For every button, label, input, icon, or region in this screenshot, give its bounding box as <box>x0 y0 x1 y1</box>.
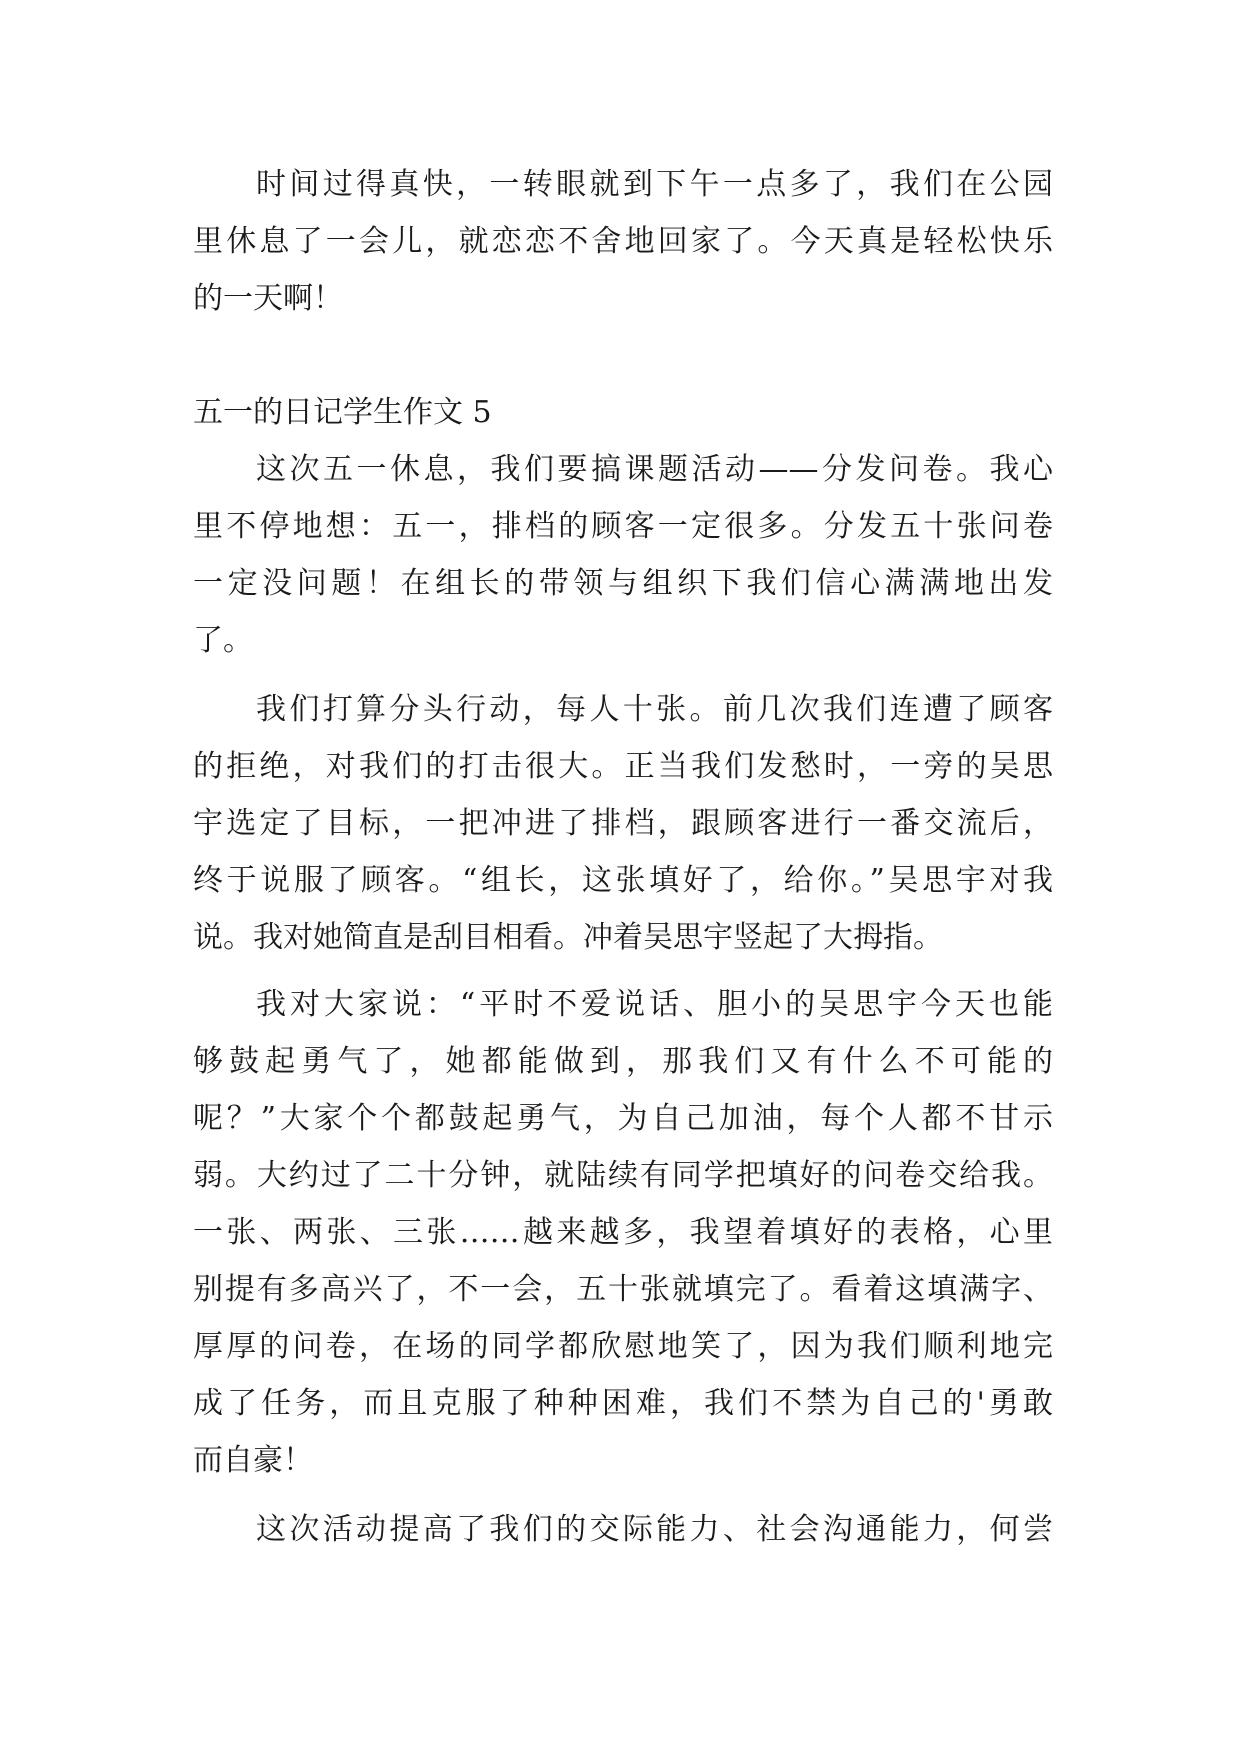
paragraph-3-line: 我们打算分头行动，每人十张。前几次我们连遭了顾客 <box>256 692 1053 727</box>
paragraph-2-line: 一定没问题！在组长的带领与组织下我们信心满满地出发 <box>193 566 1053 601</box>
paragraph-1-line: 里休息了一会儿，就恋恋不舍地回家了。今天真是轻松快乐 <box>193 224 1053 259</box>
paragraph-2-line: 这次五一休息，我们要搞课题活动——分发问卷。我心 <box>256 452 1053 487</box>
paragraph-4-line: 弱。大约过了二十分钟，就陆续有同学把填好的问卷交给我。 <box>193 1158 1053 1193</box>
paragraph-4-line: 够鼓起勇气了，她都能做到，那我们又有什么不可能的 <box>193 1044 1053 1079</box>
paragraph-4-line: 我对大家说：“平时不爱说话、胆小的吴思宇今天也能 <box>256 987 1053 1022</box>
paragraph-4-line: 一张、两张、三张……越来越多，我望着填好的表格，心里 <box>193 1215 1053 1250</box>
paragraph-2-line: 里不停地想：五一，排档的顾客一定很多。分发五十张问卷 <box>193 509 1053 544</box>
paragraph-5-line: 这次活动提高了我们的交际能力、社会沟通能力，何尝 <box>256 1512 1053 1547</box>
paragraph-4-line: 成了任务，而且克服了种种困难，我们不禁为自己的'勇敢 <box>193 1386 1053 1421</box>
paragraph-1-line: 的一天啊！ <box>193 281 343 316</box>
paragraph-4-line: 厚厚的问卷，在场的同学都欣慰地笑了，因为我们顺利地完 <box>193 1329 1053 1364</box>
paragraph-4-line: 而自豪！ <box>193 1443 313 1478</box>
paragraph-3-line: 宇选定了目标，一把冲进了排档，跟顾客进行一番交流后， <box>193 806 1053 841</box>
paragraph-4-line: 呢？”大家个个都鼓起勇气，为自己加油，每个人都不甘示 <box>193 1101 1053 1136</box>
paragraph-1-line: 时间过得真快，一转眼就到下午一点多了，我们在公园 <box>256 167 1053 202</box>
paragraph-3-line: 的拒绝，对我们的打击很大。正当我们发愁时，一旁的吴思 <box>193 749 1053 784</box>
paragraph-4-line: 别提有多高兴了，不一会，五十张就填完了。看着这填满字、 <box>193 1272 1053 1307</box>
section-title: 五一的日记学生作文 5 <box>193 395 492 430</box>
paragraph-3-line: 说。我对她简直是刮目相看。冲着吴思宇竖起了大拇指。 <box>193 920 943 955</box>
paragraph-2-line: 了。 <box>193 623 253 658</box>
paragraph-3-line: 终于说服了顾客。“组长，这张填好了，给你。”吴思宇对我 <box>193 863 1053 898</box>
